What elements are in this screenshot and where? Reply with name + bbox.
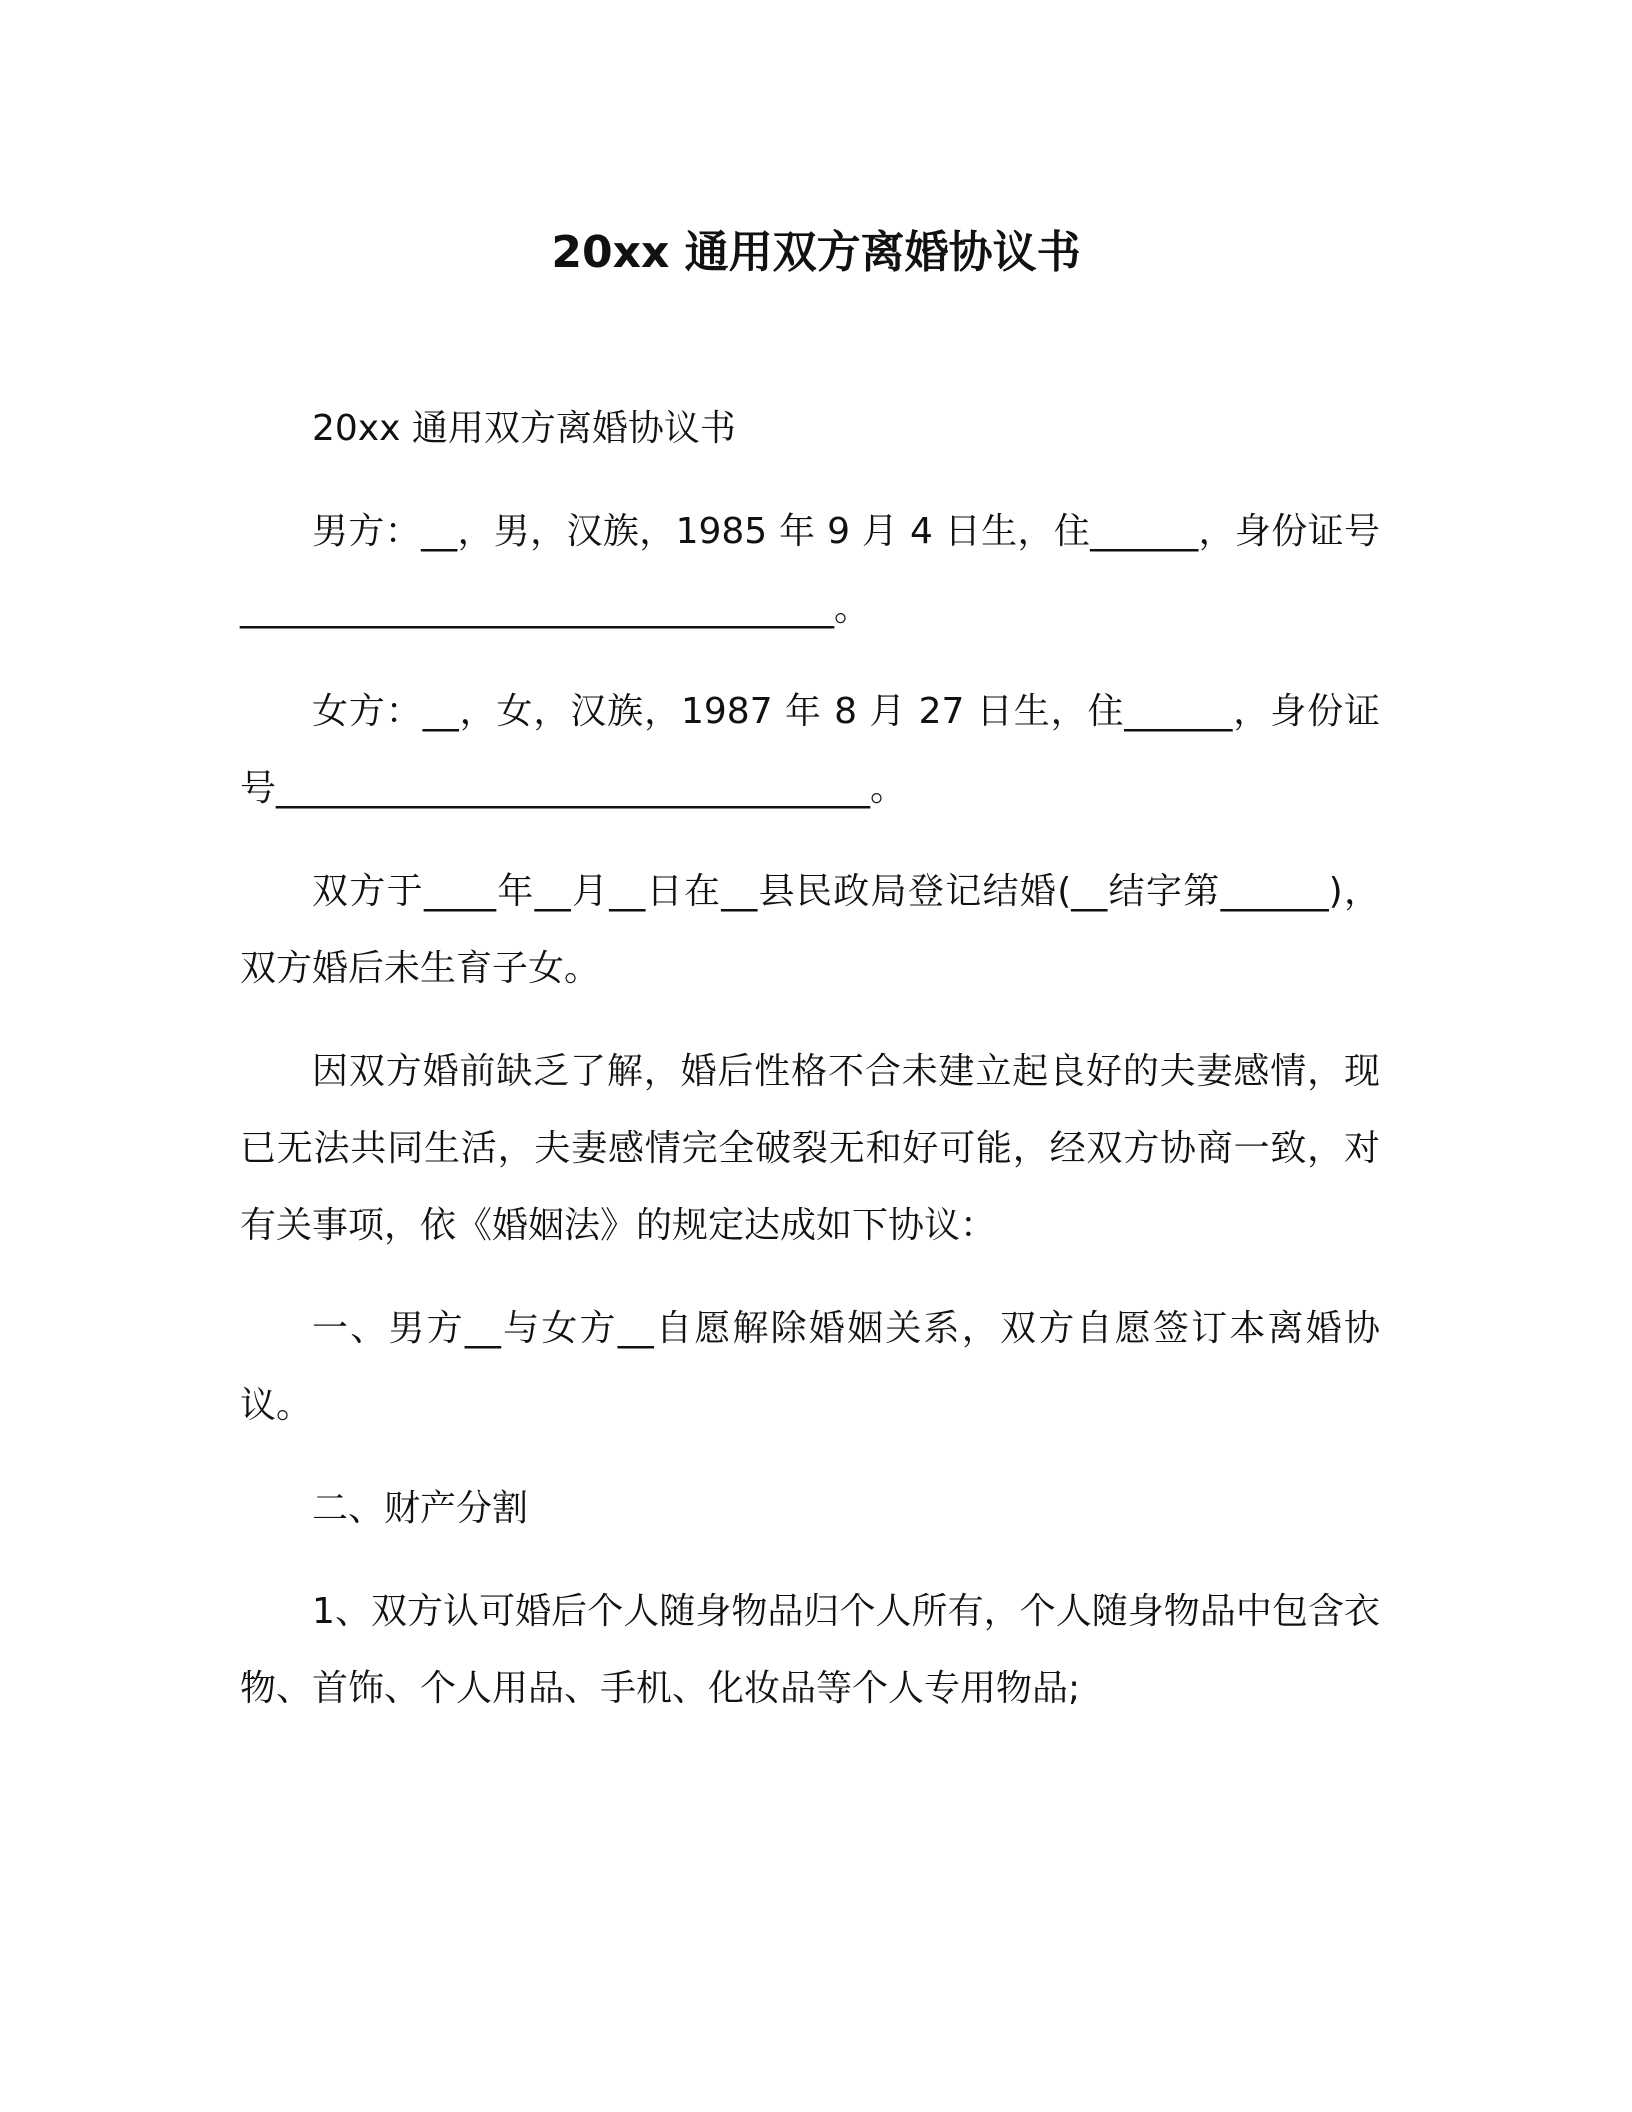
reason-paragraph: 因双方婚前缺乏了解，婚后性格不合未建立起良好的夫妻感情，现已无法共同生活，夫妻感情完全破裂无和好可能，经双方协商一致，对有关事项，依《婚姻法》的规定达成如下协议： [240,1051,1380,1246]
document-body [240,390,1380,1753]
marriage-registration-paragraph: 双方于____年__月__日在__县民政局登记结婚(__结字第______)，双方婚后未生育子女。 [240,871,1380,989]
document-title: 20xx 通用双方离婚协议书 [551,227,1081,278]
female-party-paragraph: 女方：__，女，汉族，1987 年 8 月 27 日生，住______，身份证号_________________________________。 [240,691,1380,809]
subtitle-paragraph: 20xx 通用双方离婚协议书 [312,408,736,449]
clause-two-heading: 二、财产分割 [312,1488,529,1529]
property-item-one-paragraph: 1、双方认可婚后个人随身物品归个人所有，个人随身物品中包含衣物、首饰、个人用品、手机、化妆品等个人专用物品; [240,1591,1380,1709]
clause-one-paragraph: 一、男方__与女方__自愿解除婚姻关系，双方自愿签订本离婚协议。 [240,1308,1380,1426]
male-party-paragraph: 男方：__，男，汉族，1985 年 9 月 4 日生，住______，身份证号_________________________________。 [240,511,1380,629]
